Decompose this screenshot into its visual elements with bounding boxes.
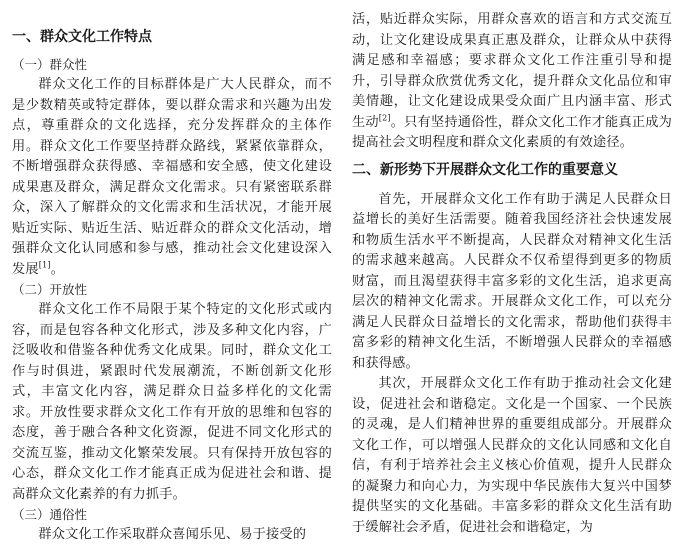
right-column [352, 0, 672, 538]
citation-1[interactable]: [1] [38, 260, 51, 270]
section-2-paragraph-2: 其次，开展群众文化工作有助于推动社会文化建设，促进社会和谐稳定。文化是一个国家、一个民族的灵魂，是人们精神世界的重要组成部分。开展群众文化工作，可以增强人民群众的文化认同感和文化自信，有利于培养社会主义核心价值观，提升人民群众的凝聚力和向心力，为实现中华民族伟大复兴中国梦提供坚实的文化基础。丰富多彩的群众文化生活有助于缓解社会矛盾，促进社会和谐稳定，为 [352, 376, 672, 535]
subsection-3-heading: （三）通俗性 [12, 507, 88, 522]
continued-paragraph [352, 10, 672, 154]
subsection-1-paragraph [12, 75, 332, 280]
left-column [12, 0, 332, 546]
subsection-1-text: 群众文化工作的目标群体是广大人民群众，而不是少数精英或特定群体，要以群众需求和兴趣为出发点，尊重群众的文化选择，充分发挥群众的主体作用。群众文化工作要坚持群众路线，紧紧依靠群众，不断增强群众获得感、幸福感和安全感，使文化建设成果惠及群众，满足群众文化需求。只有紧密联系群众，深入了解群众的文化需求和生活状况，才能开展贴近实际、贴近生活、贴近群众的群众文化活动，增强群众文化认同感和参与感，推动社会文化建设深入发展 [12, 77, 332, 277]
section-2-heading: 二、新形势下开展群众文化工作的重要意义 [352, 161, 618, 178]
subsection-2-heading: （二）开放性 [12, 282, 88, 297]
citation-2[interactable]: [2] [378, 113, 391, 123]
section-1-heading: 一、群众文化工作特点 [12, 29, 152, 45]
subsection-1-heading: （一）群众性 [12, 57, 88, 72]
continued-text-a: 活，贴近群众实际，用群众喜欢的语言和方式交流互动，让文化建设成果真正惠及群众，让群众从中获得满足感和幸福感；要求群众文化工作注重引导和提升，引导群众欣赏优秀文化，提升群众文化品位和审美情趣，让文化建设成果受众面广且内涵丰富、形式生动 [352, 12, 672, 130]
section-2-paragraph-1: 首先，开展群众文化工作有助于满足人民群众日益增长的美好生活需要。随着我国经济社会快速发展和物质生活水平不断提高，人民群众对精神文化生活的需求越来越高。人民群众不仅希望得到更多的物质财富，而且渴望获得丰富多彩的文化生活，追求更高层次的精神文化需求。开展群众文化工作，可以充分满足人民群众日益增长的文化需求，帮助他们获得丰富多彩的精神文化生活，不断增强人民群众的幸福感和获得感。 [352, 191, 672, 371]
subsection-3-paragraph: 群众文化工作采取群众喜闻乐见、易于接受的 [38, 527, 307, 542]
subsection-1-end: 。 [50, 261, 65, 277]
subsection-2-paragraph: 群众文化工作不局限于某个特定的文化形式或内容，而是包容各种文化形式，涉及多种文化内容，广泛吸收和借鉴各种优秀文化成果。同时，群众文化工作与时俱进，紧跟时代发展潮流，不断创新文化形式，丰富文化内容，满足群众日益多样化的文化需求。开放性要求群众文化工作有开放的思维和包容的态度，善于融合各种文化资源，促进不同文化形式的交流互鉴，推动文化繁荣发展。只有保持开放包容的心态，群众文化工作才能真正成为促进社会和谐、提高群众文化素养的有力抓手。 [12, 302, 332, 502]
continued-text-b: 。只有坚持通俗性，群众文化工作才能真正成为提高社会文明程度和群众文化素质的有效途径。 [352, 114, 672, 150]
